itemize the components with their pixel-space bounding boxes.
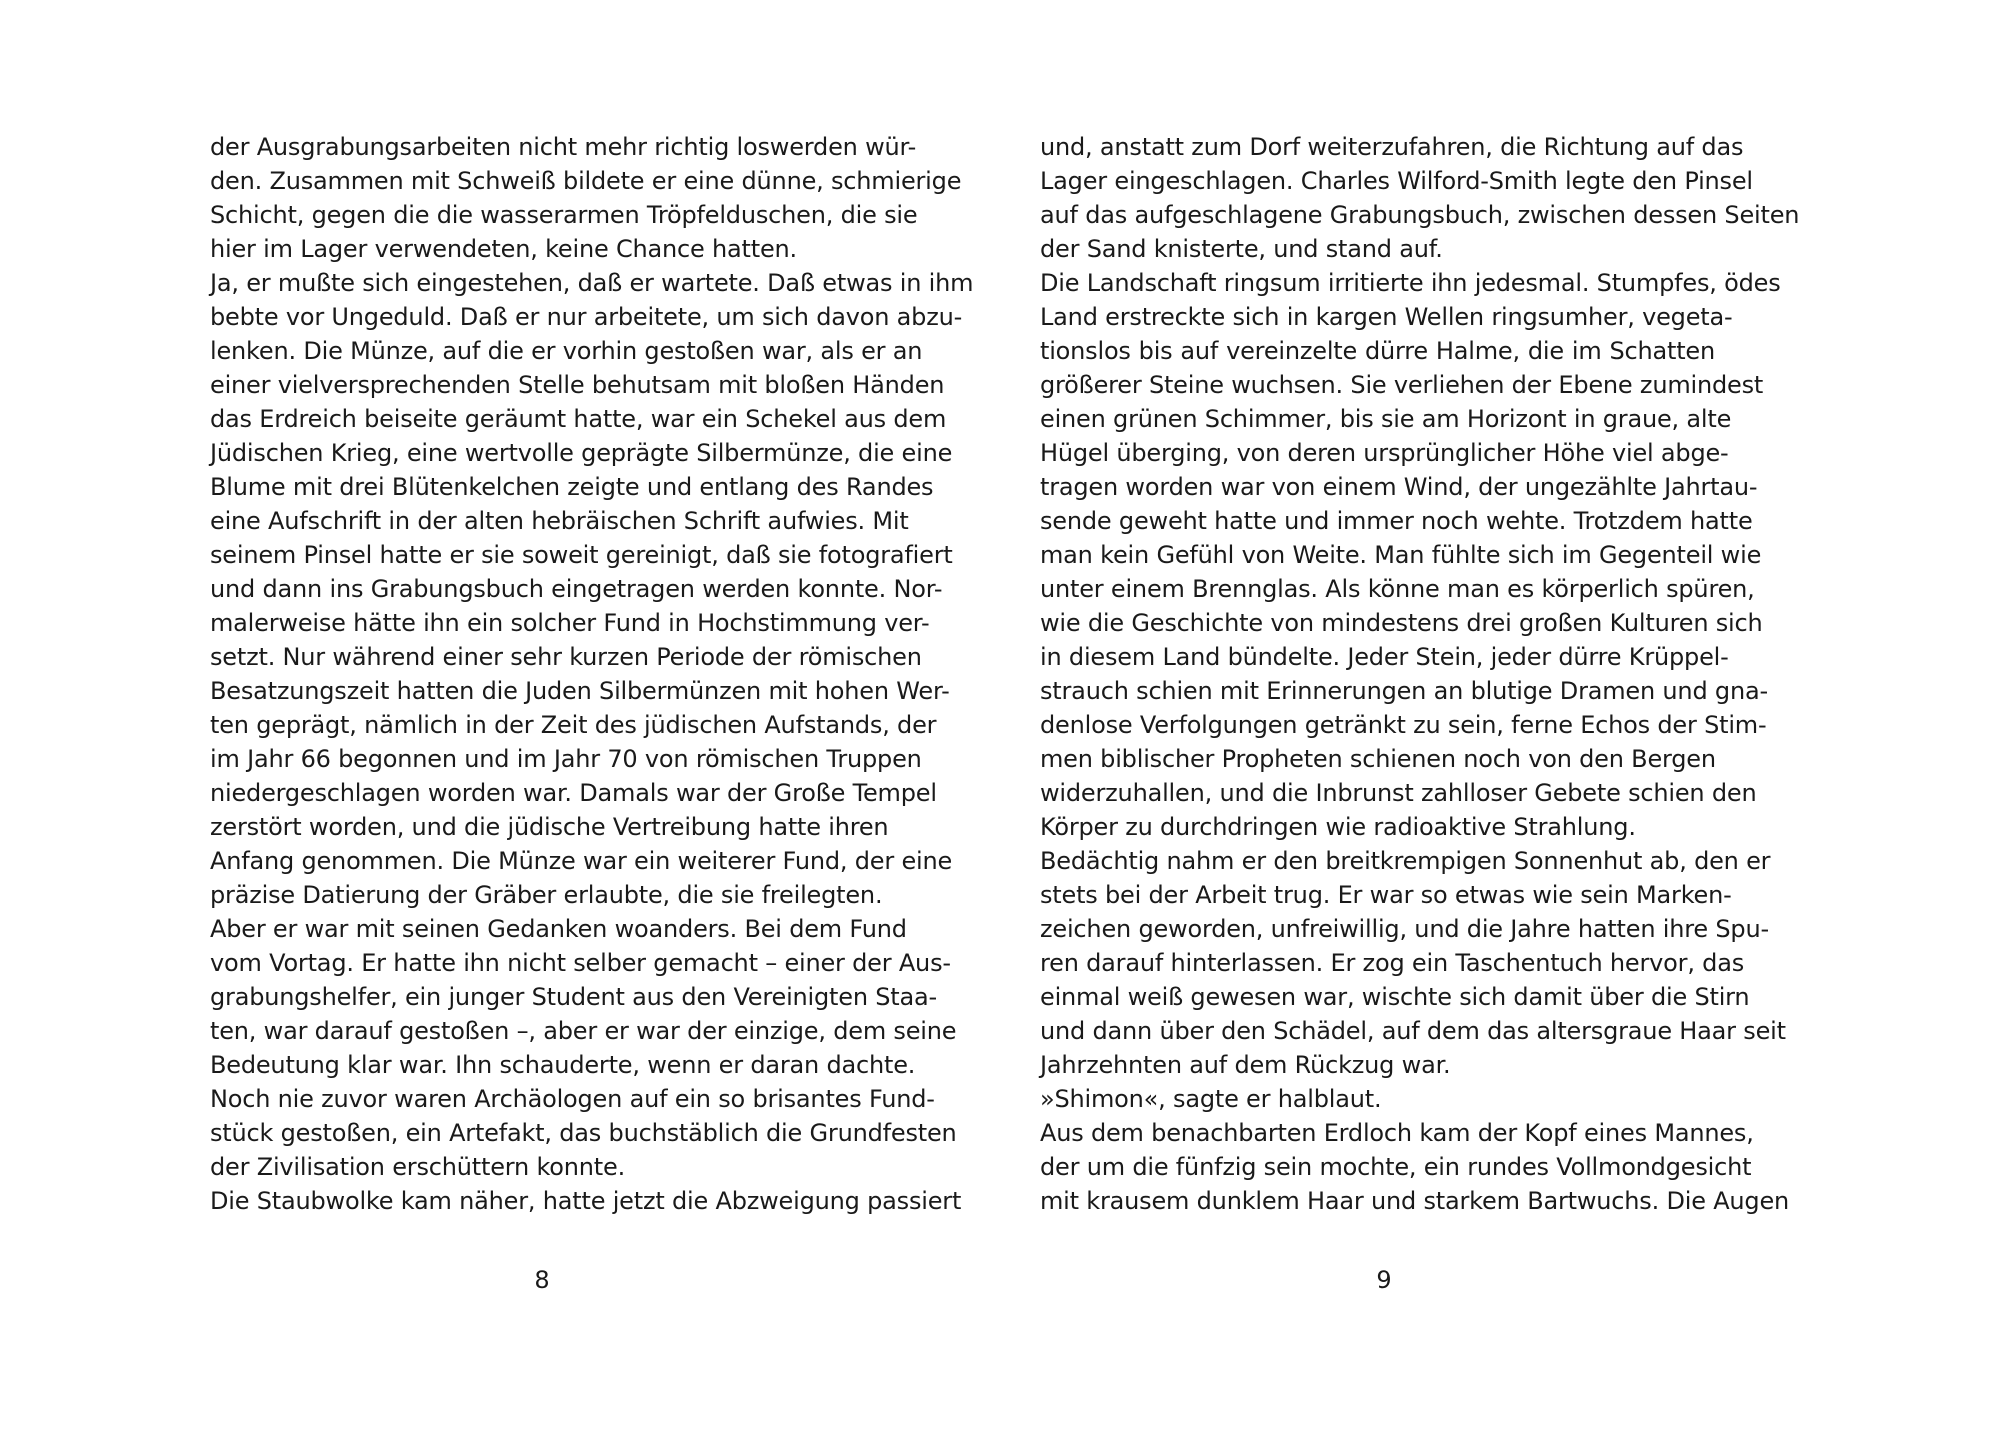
text-line: der Zivilisation erschüttern konnte. [210, 1153, 626, 1181]
text-line: zerstört worden, und die jüdische Vertreibung hatte ihren [210, 813, 889, 841]
text-line: men biblischer Propheten schienen noch von den Bergen [1040, 745, 1716, 773]
text-line: Körper zu durchdringen wie radioaktive Strahlung. [1040, 813, 1636, 841]
page-number: 9 [1376, 1266, 1392, 1294]
text-line: setzt. Nur während einer sehr kurzen Periode der römischen [210, 643, 922, 671]
text-line: hier im Lager verwendeten, keine Chance hatten. [210, 235, 797, 263]
text-line: tionslos bis auf vereinzelte dürre Halme, die im Schatten [1040, 337, 1715, 365]
text-line: und, anstatt zum Dorf weiterzufahren, die Richtung auf das [1040, 133, 1744, 161]
text-line: der um die fünfzig sein mochte, ein rundes Vollmondgesicht [1040, 1153, 1752, 1181]
text-line: denlose Verfolgungen getränkt zu sein, ferne Echos der Stim- [1040, 711, 1767, 739]
text-line: eine Aufschrift in der alten hebräischen Schrift aufwies. Mit [210, 507, 909, 535]
text-line: man kein Gefühl von Weite. Man fühlte sich im Gegenteil wie [1040, 541, 1762, 569]
text-line: das Erdreich beiseite geräumt hatte, war ein Schekel aus dem [210, 405, 947, 433]
text-line: Jahrzehnten auf dem Rückzug war. [1040, 1051, 1451, 1079]
text-line: Anfang genommen. Die Münze war ein weiterer Fund, der eine [210, 847, 953, 875]
right-page-text [1040, 130, 1800, 1218]
text-line: ten, war darauf gestoßen –, aber er war der einzige, dem seine [210, 1017, 957, 1045]
text-line: Aber er war mit seinen Gedanken woanders. Bei dem Fund [210, 915, 907, 943]
text-line: Bedächtig nahm er den breitkrempigen Sonnenhut ab, den er [1040, 847, 1771, 875]
text-line: Die Staubwolke kam näher, hatte jetzt die Abzweigung passiert [210, 1187, 962, 1215]
text-line: Die Landschaft ringsum irritierte ihn jedesmal. Stumpfes, ödes [1040, 269, 1781, 297]
text-line: Lager eingeschlagen. Charles Wilford-Smith legte den Pinsel [1040, 167, 1753, 195]
text-line: Ja, er mußte sich eingestehen, daß er wartete. Daß etwas in ihm [210, 269, 974, 297]
text-line: strauch schien mit Erinnerungen an blutige Dramen und gna- [1040, 677, 1768, 705]
text-line: ren darauf hinterlassen. Er zog ein Taschentuch hervor, das [1040, 949, 1745, 977]
text-line: Bedeutung klar war. Ihn schauderte, wenn er daran dachte. [210, 1051, 916, 1079]
text-line: zeichen geworden, unfreiwillig, und die Jahre hatten ihre Spu- [1040, 915, 1769, 943]
text-line: vom Vortag. Er hatte ihn nicht selber gemacht – einer der Aus- [210, 949, 951, 977]
text-line: tragen worden war von einem Wind, der ungezählte Jahrtau- [1040, 473, 1758, 501]
text-line: einer vielversprechenden Stelle behutsam mit bloßen Händen [210, 371, 945, 399]
text-line: wie die Geschichte von mindestens drei großen Kulturen sich [1040, 609, 1763, 637]
text-line: widerzuhallen, und die Inbrunst zahlloser Gebete schien den [1040, 779, 1757, 807]
text-line: niedergeschlagen worden war. Damals war der Große Tempel [210, 779, 937, 807]
text-line: Blume mit drei Blütenkelchen zeigte und entlang des Randes [210, 473, 934, 501]
text-line: malerweise hätte ihn ein solcher Fund in Hochstimmung ver- [210, 609, 930, 637]
text-line: der Sand knisterte, und stand auf. [1040, 235, 1443, 263]
text-line: mit krausem dunklem Haar und starkem Bartwuchs. Die Augen [1040, 1187, 1790, 1215]
right-page [1000, 0, 2000, 1449]
text-line: stück gestoßen, ein Artefakt, das buchstäblich die Grundfesten [210, 1119, 957, 1147]
text-line: Jüdischen Krieg, eine wertvolle geprägte Silbermünze, die eine [210, 439, 953, 467]
page-number: 8 [534, 1266, 550, 1294]
text-line: stets bei der Arbeit trug. Er war so etwas wie sein Marken- [1040, 881, 1732, 909]
text-line: größerer Steine wuchsen. Sie verliehen der Ebene zumindest [1040, 371, 1764, 399]
text-line: der Ausgrabungsarbeiten nicht mehr richtig loswerden wür- [210, 133, 917, 161]
text-line: und dann ins Grabungsbuch eingetragen werden konnte. Nor- [210, 575, 943, 603]
text-line: bebte vor Ungeduld. Daß er nur arbeitete, um sich davon abzu- [210, 303, 963, 331]
text-line: Noch nie zuvor waren Archäologen auf ein so brisantes Fund- [210, 1085, 935, 1113]
left-page-text [210, 130, 974, 1218]
text-line: einmal weiß gewesen war, wischte sich damit über die Stirn [1040, 983, 1750, 1011]
text-line: sende geweht hatte und immer noch wehte. Trotzdem hatte [1040, 507, 1753, 535]
text-line: den. Zusammen mit Schweiß bildete er eine dünne, schmierige [210, 167, 962, 195]
text-line: lenken. Die Münze, auf die er vorhin gestoßen war, als er an [210, 337, 923, 365]
text-line: Land erstreckte sich in kargen Wellen ringsumher, vegeta- [1040, 303, 1733, 331]
text-line: grabungshelfer, ein junger Student aus den Vereinigten Staa- [210, 983, 937, 1011]
text-line: Hügel überging, von deren ursprünglicher Höhe viel abge- [1040, 439, 1729, 467]
text-line: und dann über den Schädel, auf dem das altersgraue Haar seit [1040, 1017, 1786, 1045]
text-line: unter einem Brennglas. Als könne man es körperlich spüren, [1040, 575, 1755, 603]
text-line: ten geprägt, nämlich in der Zeit des jüdischen Aufstands, der [210, 711, 937, 739]
text-line: Besatzungszeit hatten die Juden Silbermünzen mit hohen Wer- [210, 677, 950, 705]
text-line: in diesem Land bündelte. Jeder Stein, jeder dürre Krüppel- [1040, 643, 1729, 671]
text-line: einen grünen Schimmer, bis sie am Horizont in graue, alte [1040, 405, 1732, 433]
text-line: auf das aufgeschlagene Grabungsbuch, zwischen dessen Seiten [1040, 201, 1800, 229]
text-line: seinem Pinsel hatte er sie soweit gereinigt, daß sie fotografiert [210, 541, 953, 569]
text-line: Schicht, gegen die die wasserarmen Tröpfelduschen, die sie [210, 201, 918, 229]
text-line: präzise Datierung der Gräber erlaubte, die sie freilegten. [210, 881, 883, 909]
text-line: Aus dem benachbarten Erdloch kam der Kopf eines Mannes, [1040, 1119, 1754, 1147]
text-line: im Jahr 66 begonnen und im Jahr 70 von römischen Truppen [210, 745, 922, 773]
text-line: »Shimon«, sagte er halblaut. [1040, 1085, 1382, 1113]
